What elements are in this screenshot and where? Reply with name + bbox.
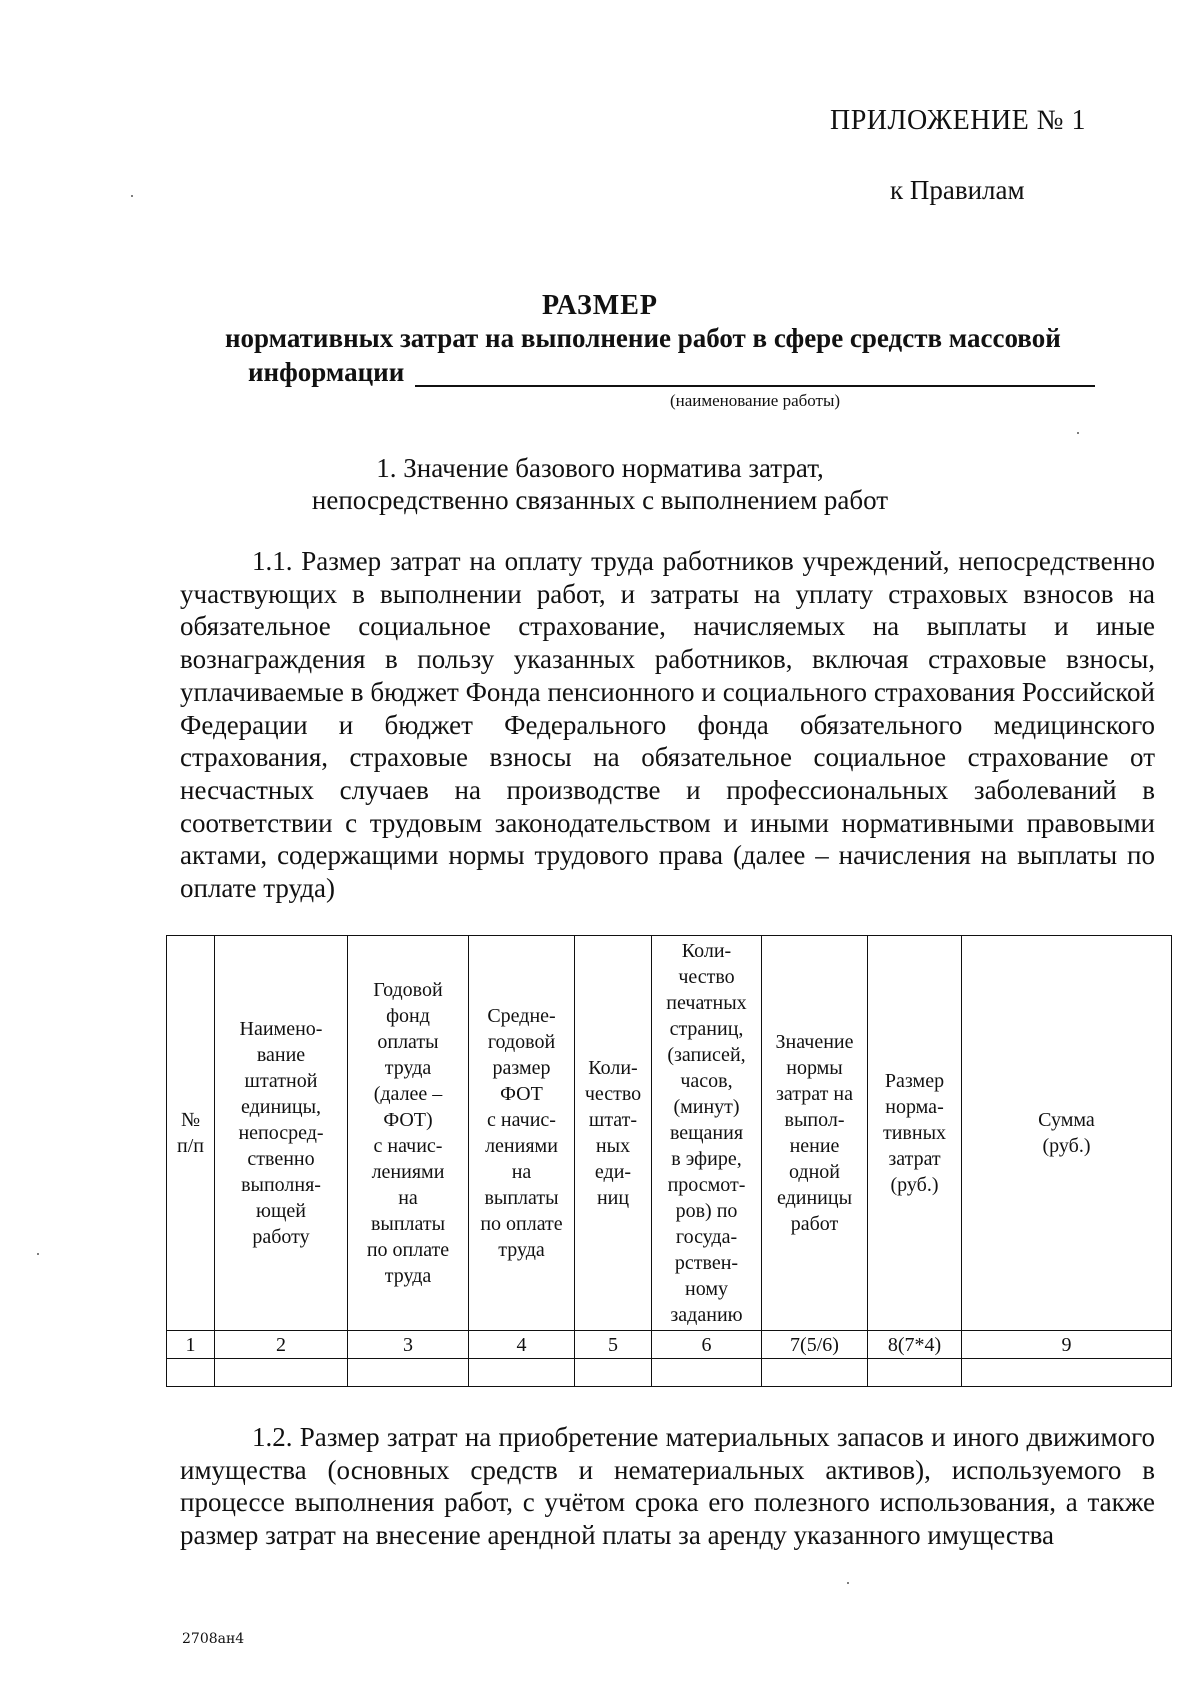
- column-number: 7(5/6): [762, 1331, 868, 1359]
- column-number: 8(7*4): [868, 1331, 962, 1359]
- column-number: 1: [167, 1331, 215, 1359]
- section-1-heading-line1: 1. Значение базового норматива затрат,: [376, 453, 824, 483]
- scan-speck: [1077, 432, 1079, 434]
- header-cell-normative-cost: Размер норма- тивных затрат (руб.): [868, 936, 962, 1331]
- table-cell: [962, 1359, 1172, 1387]
- column-number: 5: [575, 1331, 652, 1359]
- appendix-reference: к Правилам: [890, 175, 1025, 205]
- header-cell-norm-value: Значение нормы затрат на выпол- нение одной единицы работ: [762, 936, 868, 1331]
- table-cell: [652, 1359, 762, 1387]
- scan-speck: [37, 1253, 39, 1255]
- paragraph-1-2: 1.2. Размер затрат на приобретение материальных запасов и иного движимого имущества (основных средств и нематериальных активов), используемого в процессе выполнения работ, с учётом срока его полезного использования, а также размер затрат на внесение арендной платы за аренду указанного имущества: [180, 1422, 1155, 1551]
- table-cell: [762, 1359, 868, 1387]
- header-cell-staff-count: Коли- чество штат- ных еди- ниц: [575, 936, 652, 1331]
- table-cell: [575, 1359, 652, 1387]
- table-row: [167, 1359, 1172, 1387]
- table-cell: [868, 1359, 962, 1387]
- header-cell-sum: Сумма (руб.): [962, 936, 1172, 1331]
- scan-speck: [847, 1582, 849, 1584]
- header-cell-pages-count: Коли- чество печатных страниц, (записей, часов, (минут) вещания в эфире, просмот- ров) по госуда- рствен- ному заданию: [652, 936, 762, 1331]
- column-number: 3: [348, 1331, 469, 1359]
- work-name-fill-line: [415, 385, 1095, 387]
- document-subtitle: нормативных затрат на выполнение работ в сфере средств массовой: [225, 323, 1061, 353]
- header-cell-position-name: Наимено- вание штатной единицы, непосред- ственно выполня- ющей работу: [215, 936, 348, 1331]
- appendix-title: ПРИЛОЖЕНИЕ № 1: [830, 105, 1086, 136]
- section-1-heading: [0, 452, 1200, 516]
- work-name-caption: (наименование работы): [669, 391, 841, 410]
- table-cell: [348, 1359, 469, 1387]
- table-cell: [167, 1359, 215, 1387]
- scan-speck: [131, 195, 133, 197]
- header-cell-average-payroll: Средне- годовой размер ФОТ с начис- лениями на выплаты по оплате труда: [469, 936, 575, 1331]
- document-code: 2708ан4: [182, 1631, 245, 1647]
- column-number: 4: [469, 1331, 575, 1359]
- header-cell-annual-payroll: Годовой фонд оплаты труда (далее – ФОТ) с начис- лениями на выплаты по оплате труда: [348, 936, 469, 1331]
- column-number-row: [167, 1331, 1172, 1359]
- document-subtitle-continued: информации: [248, 357, 405, 387]
- column-number: 9: [962, 1331, 1172, 1359]
- column-number: 2: [215, 1331, 348, 1359]
- paragraph-1-1: 1.1. Размер затрат на оплату труда работников учреждений, непосредственно участвующих в выполнении работ, и затраты на уплату страховых взносов на обязательное социальное страхование, начисляемых на выплаты и иные вознаграждения в пользу указанных работников, включая страховые взносы, уплачиваемые в бюджет Фонда пенсионного и социального страхования Российской Федерации и бюджет Федерального фонда обязательного медицинского страхования, страховые взносы на обязательное социальное страхование от несчастных случаев на производстве и профессиональных заболеваний в соответствии с трудовым законодательством и иными нормативными правовыми актами, содержащими нормы трудового права (далее – начисления на выплаты по оплате труда): [180, 546, 1155, 904]
- table-cell: [215, 1359, 348, 1387]
- column-number: 6: [652, 1331, 762, 1359]
- table-cell: [469, 1359, 575, 1387]
- section-1-heading-line2: непосредственно связанных с выполнением работ: [311, 485, 889, 515]
- header-cell-number: № п/п: [167, 936, 215, 1331]
- document-title: РАЗМЕР: [541, 290, 659, 321]
- normative-costs-table: [166, 935, 1172, 1387]
- table-header-row: [167, 936, 1172, 1331]
